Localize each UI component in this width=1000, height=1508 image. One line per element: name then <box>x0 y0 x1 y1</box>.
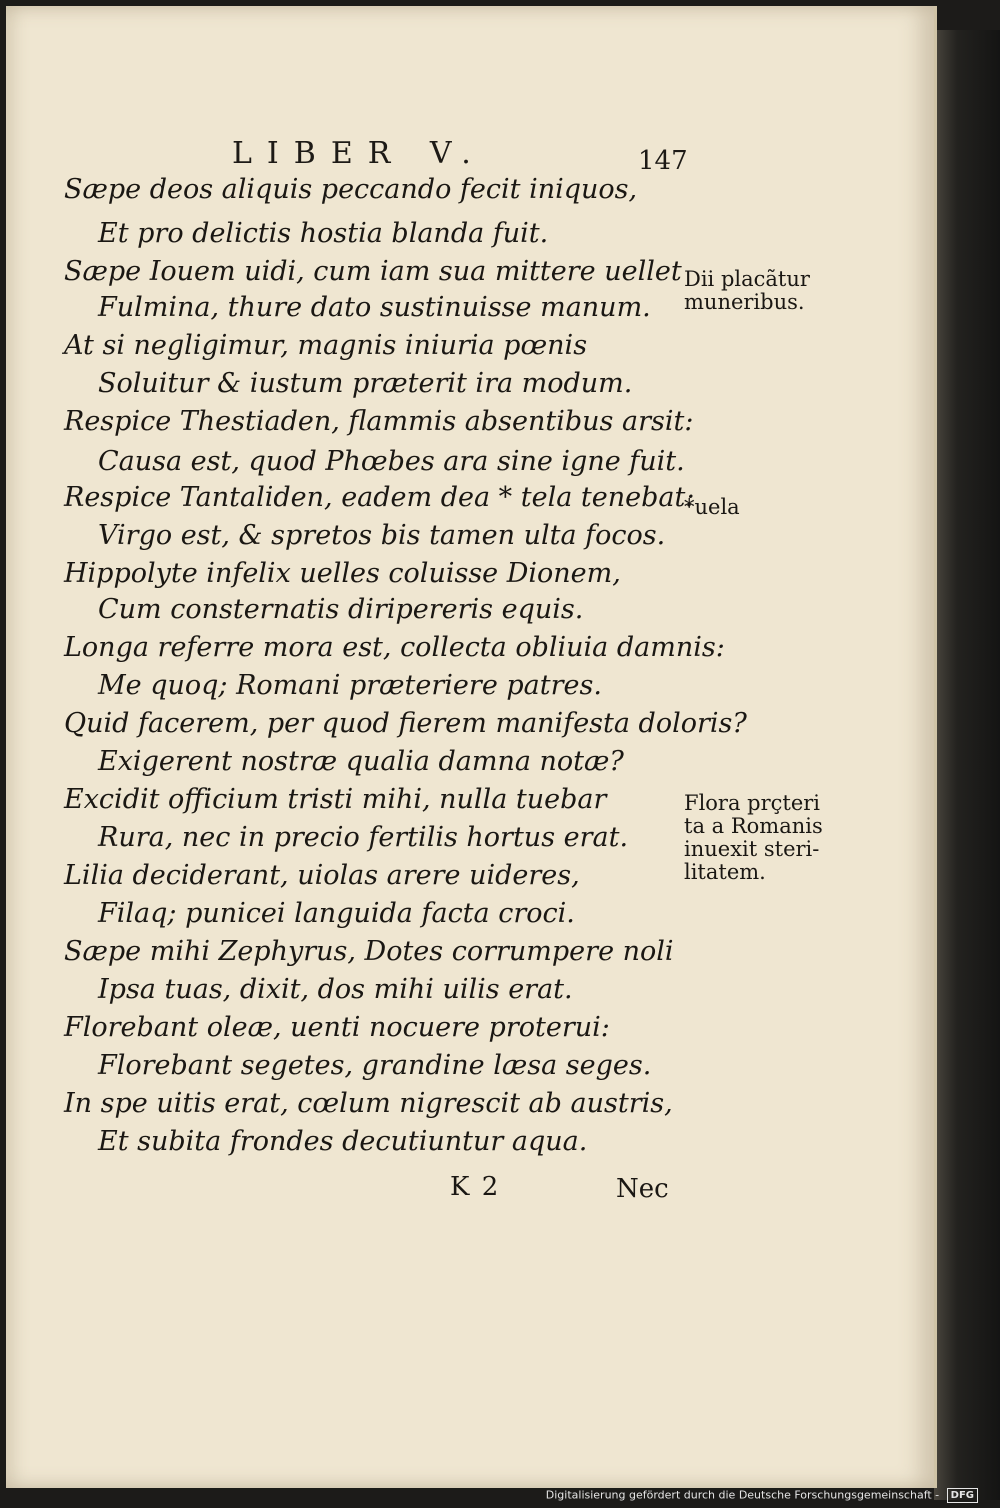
verse-line: In spe uitis erat, cœlum nigrescit ab austris, <box>64 1088 673 1119</box>
verse-line: Filaq; punicei languida facta croci. <box>98 898 575 929</box>
verse-line: At si negligimur, magnis iniuria pœnis <box>64 330 588 361</box>
marginal-note-line: inuexit steri- <box>684 837 820 861</box>
marginal-note-line: Flora prçteri <box>684 791 821 815</box>
verse-line: Respice Tantaliden, eadem dea * tela tenebat: <box>64 482 695 513</box>
verse-line: Sæpe mihi Zephyrus, Dotes corrumpere noli <box>64 936 674 967</box>
credit-text: Digitalisierung gefördert durch die Deutsche Forschungsgemeinschaft - <box>545 1488 940 1502</box>
verse-line: Lilia deciderant, uiolas arere uideres, <box>64 860 580 891</box>
verse-line: Rura, nec in precio fertilis hortus erat. <box>98 822 629 853</box>
verse-line: Cum consternatis diripereris equis. <box>98 594 584 625</box>
marginal-note-line: litatem. <box>684 860 766 884</box>
marginal-note-flora <box>684 792 823 884</box>
marginal-note-line: Dii placãtur <box>684 267 810 291</box>
running-head: LIBER V. <box>232 136 486 171</box>
verse-line: Hippolyte infelix uelles coluisse Dionem, <box>64 558 621 589</box>
verse-line: Et subita frondes decutiuntur aqua. <box>98 1126 588 1157</box>
page-edge-shadow <box>934 30 1000 1500</box>
marginal-note-line: *uela <box>684 495 740 519</box>
verse-line: Sæpe deos aliquis peccando fecit iniquos, <box>64 174 638 205</box>
catchword: Nec <box>616 1174 669 1204</box>
signature-mark: K 2 <box>450 1172 501 1202</box>
marginal-note-line: ta a Romanis <box>684 814 823 838</box>
verse-line: Exigerent nostræ qualia damna notæ? <box>98 746 624 777</box>
verse-line: Fulmina, thure dato sustinuisse manum. <box>98 292 651 323</box>
verse-line: Respice Thestiaden, flammis absentibus arsit: <box>64 406 694 437</box>
verse-line: Excidit officium tristi mihi, nulla tuebar <box>64 784 607 815</box>
verse-line: Causa est, quod Phœbes ara sine igne fuit. <box>98 446 685 477</box>
verse-line: Longa referre mora est, collecta obliuia damnis: <box>64 632 725 663</box>
book-page <box>6 6 937 1488</box>
verse-line: Florebant segetes, grandine læsa seges. <box>98 1050 652 1081</box>
dfg-logo: DFG <box>947 1488 978 1503</box>
verse-line: Quid facerem, per quod fierem manifesta doloris? <box>64 708 747 739</box>
verse-line: Sæpe Iouem uidi, cum iam sua mittere uellet <box>64 256 682 287</box>
verse-line: Soluitur & iustum præterit ira modum. <box>98 368 633 399</box>
marginal-note-line: muneribus. <box>684 290 805 314</box>
marginal-note-variant <box>684 496 740 519</box>
verse-line: Florebant oleæ, uenti nocuere proterui: <box>64 1012 610 1043</box>
verse-line: Ipsa tuas, dixit, dos mihi uilis erat. <box>98 974 573 1005</box>
verse-line: Virgo est, & spretos bis tamen ulta focos. <box>98 520 666 551</box>
marginal-note-gods <box>684 268 810 314</box>
page-number: 147 <box>638 146 688 176</box>
verse-line: Et pro delictis hostia blanda fuit. <box>98 218 549 249</box>
verse-line: Me quoq; Romani præteriere patres. <box>98 670 602 701</box>
digitization-credit <box>546 1488 978 1503</box>
